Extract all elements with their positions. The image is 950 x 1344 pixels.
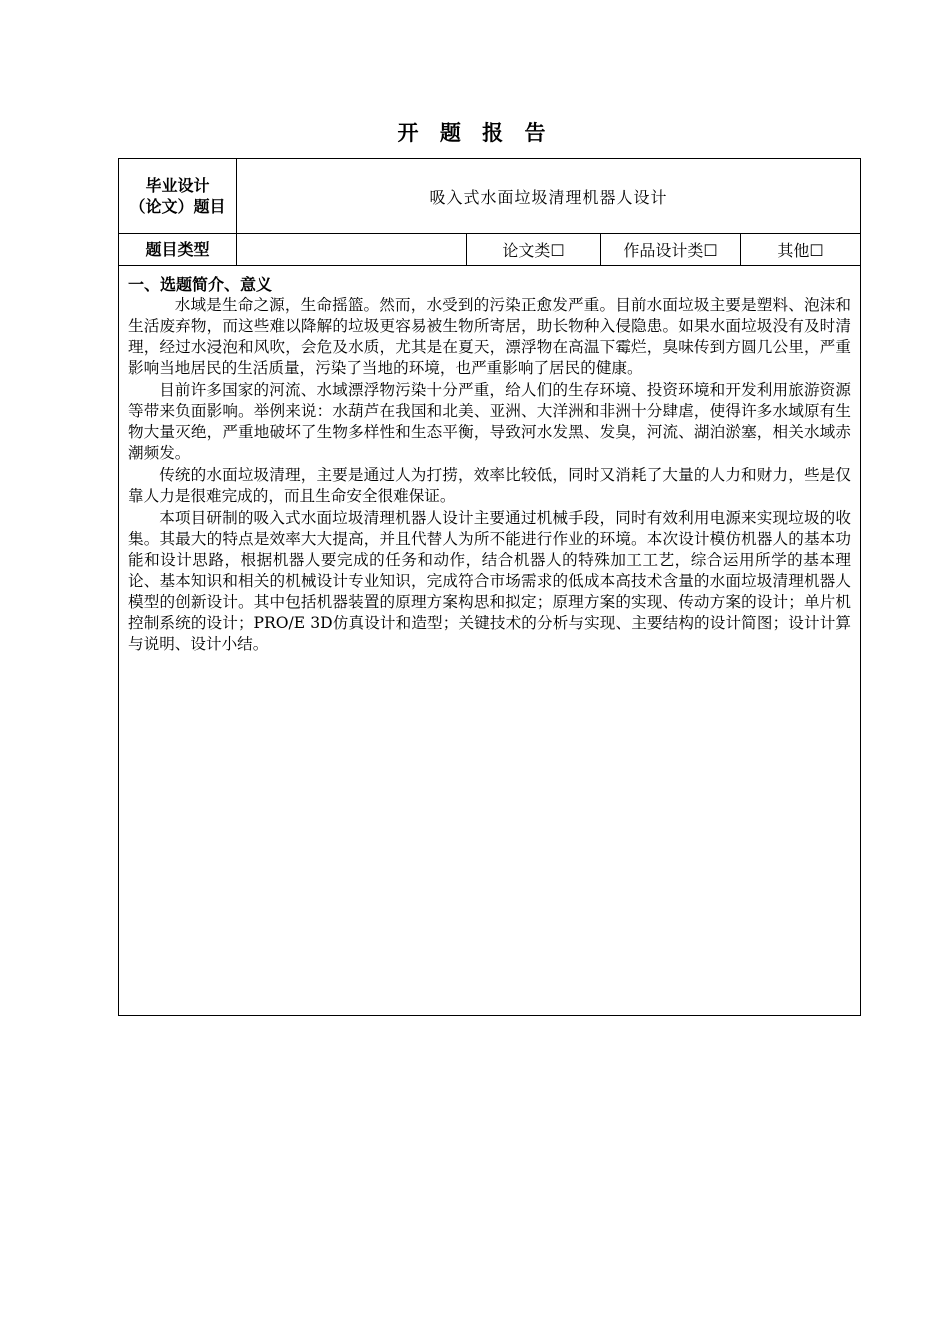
type-label: 题目类型 [119,234,237,266]
section-heading: 一、选题简介、意义 [128,275,273,294]
topic-label-line1: 毕业设计 [145,176,210,195]
paragraph-2: 目前许多国家的河流、水域漂浮物污染十分严重，给人们的生存环境、投资环境和开发利用旅游资源等带来负面影响。举例来说：水葫芦在我国和北美、亚洲、大洋洲和非洲十分肆虐，使得许多水域原有生物大量灭绝，严重地破坏了生物多样性和生态平衡，导致河水发黑、发臭，河流、湖泊淤塞，相关水域赤潮频发。 [128,381,852,462]
page-title: 开 题 报 告 [397,121,553,145]
type-option-other[interactable]: 其他☐ [741,234,861,266]
paragraph-4: 本项目研制的吸入式水面垃圾清理机器人设计主要通过机械手段，同时有效利用电源来实现垃圾的收集。其最大的特点是效率大大提高，并且代替人为所不能进行作业的环境。本次设计模仿机器人的基本功能和设计思路，根据机器人要完成的任务和动作，结合机器人的特殊加工工艺，综合运用所学的基本理论、基本知识和相关的机械设计专业知识，完成符合市场需求的低成本高技术含量的水面垃圾清理机器人模型的创新设计。其中包括机器装置的原理方案构思和拟定；原理方案的实现、传动方案的设计；单片机控制系统的设计；PRO/E 3D仿真设计和造型；关键技术的分析与实现、主要结构的设计简图；设计计算与说明、设计小结。 [128,509,852,653]
topic-label-line2: （论文）题目 [129,197,226,216]
content-cell [119,266,861,1016]
paragraph-3: 传统的水面垃圾清理，主要是通过人为打捞，效率比较低，同时又消耗了大量的人力和财力，些是仅靠人力是很难完成的，而且生命安全很难保证。 [128,466,852,505]
topic-row [119,159,861,234]
content-row [119,266,861,1016]
type-blank-cell [237,234,467,266]
report-table [118,158,861,1016]
paragraph-1: 水域是生命之源，生命摇篮。然而，水受到的污染正愈发严重。目前水面垃圾主要是塑料、泡沫和生活废弃物，而这些难以降解的垃圾更容易被生物所寄居，助长物种入侵隐患。如果水面垃圾没有及时清理，经过水浸泡和风吹，会危及水质，尤其是在夏天，漂浮物在高温下霉烂，臭味传到方圆几公里，严重影响当地居民的生活质量，污染了当地的环境，也严重影响了居民的健康。 [128,296,852,377]
topic-label [119,159,237,234]
topic-value: 吸入式水面垃圾清理机器人设计 [237,159,861,234]
type-option-thesis[interactable]: 论文类☐ [467,234,601,266]
type-row [119,234,861,266]
type-option-work-design[interactable]: 作品设计类☐ [601,234,741,266]
